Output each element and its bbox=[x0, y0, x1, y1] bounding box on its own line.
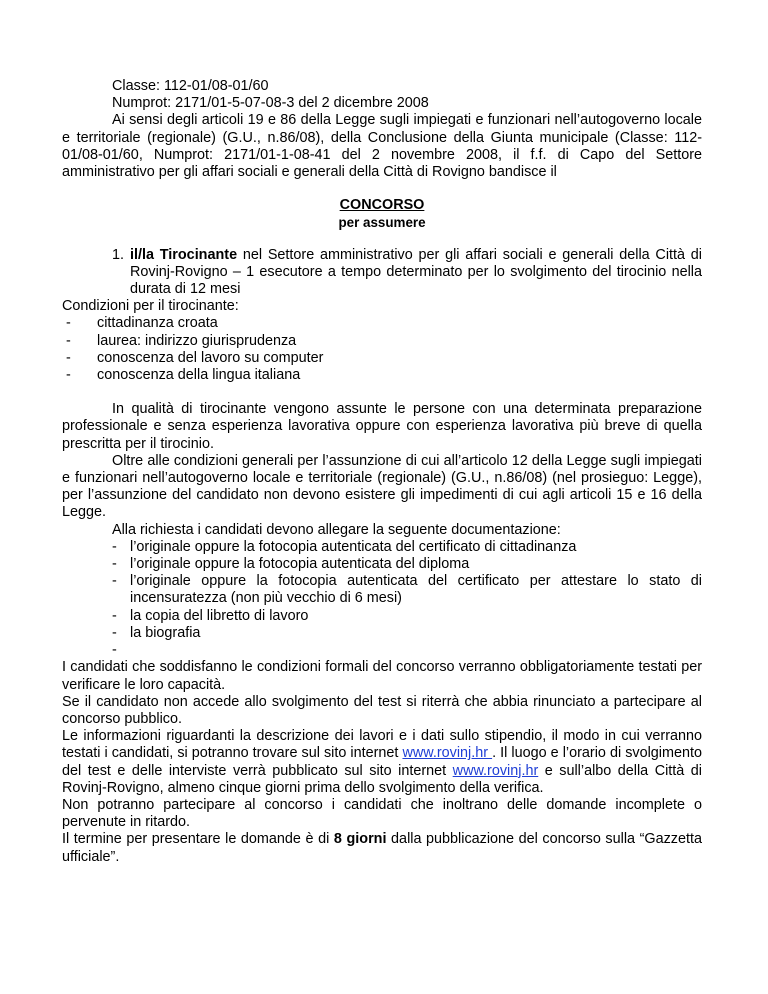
position-description: nel Settore amministrativo per gli affari sociali e generali della Città di Rovinj-Rovigno – 1 esecutore a tempo determinato per lo svolgimento del tirocinio nella durata di 12 mesi bbox=[130, 246, 702, 298]
list-item: - conoscenza del lavoro su computer bbox=[62, 349, 324, 366]
list-item: - laurea: indirizzo giurisprudenza bbox=[62, 332, 297, 349]
deadline-days: 8 giorni bbox=[333, 831, 387, 848]
position-text bbox=[130, 247, 702, 299]
conditions-list bbox=[62, 315, 702, 384]
position-item bbox=[62, 247, 702, 299]
list-item: - l’originale oppure la fotocopia autenticata del certificato di cittadinanza bbox=[112, 538, 577, 555]
numprot-line: Numprot: 2171/01-5-07-08-3 del 2 dicembre 2008 bbox=[112, 95, 429, 112]
test-paragraph: I candidati che soddisfanno le condizioni formali del concorso verranno obbligatoriamente testati per verificare le loro capacità. bbox=[62, 659, 702, 693]
list-item: - l’originale oppure la fotocopia autenticata del certificato per attestare lo stato di incensuratezza (non più vecchio di 6 mesi) bbox=[112, 573, 702, 607]
list-item: - la biografia bbox=[112, 624, 201, 641]
concorso-title: CONCORSO bbox=[339, 197, 425, 214]
document-page bbox=[62, 78, 702, 866]
conditions-heading: Condizioni per il tirocinante: bbox=[62, 298, 239, 315]
position-number: 1. bbox=[111, 246, 124, 263]
list-item: - conoscenza della lingua italiana bbox=[62, 367, 301, 384]
documents-heading: Alla richiesta i candidati devono allegare la seguente documentazione: bbox=[112, 521, 561, 538]
list-item: - la copia del libretto di lavoro bbox=[112, 607, 309, 624]
rovinj-link[interactable]: www.rovinj.hr bbox=[402, 745, 493, 762]
intro-paragraph: Ai sensi degli articoli 19 e 86 della Legge sugli impiegati e funzionari nell’autogoverno locale e territoriale (regionale) (G.U., n.86/08), della Conclusione della Giunta municipale (Classe: 112-01/08-01/60, Numprot: 2171/01-1-08-41 del 2 novembre 2008, il f.f. di Capo del Settore amministrativo per gli affari sociali e generali della Città di Rovigno bandisce il bbox=[62, 112, 702, 181]
rinuncia-paragraph: Se il candidato non accede allo svolgimento del test si riterrà che abbia rinunciato a partecipare al concorso pubblico. bbox=[62, 693, 702, 727]
documents-list bbox=[62, 539, 702, 659]
tirocinante-paragraph: In qualità di tirocinante vengono assunte le persone con una determinata preparazione professionale e senza esperienza lavorativa oppure con esperienza lavorativa più breve di quella prescritta per il tirocinio. bbox=[62, 401, 702, 452]
concorso-subtitle: per assumere bbox=[338, 215, 426, 231]
condizioni-paragraph: Oltre alle condizioni generali per l’assunzione di cui all’articolo 12 della Legge sugli impiegati e funzionari nell’autogoverno locale e territoriale (regionale) (G.U., n.86/08) (nel prosieguo: Legge), per l’assunzione del candidato non devono esistere gli impedimenti di cui agli articoli 15 e 16 della Legge. bbox=[62, 452, 702, 521]
classe-line: Classe: 112-01/08-01/60 bbox=[112, 78, 269, 94]
incomplete-paragraph: Non potranno partecipare al concorso i candidati che inoltrano delle domande incomplete o pervenute in ritardo. bbox=[62, 796, 702, 831]
info-paragraph: Le informazioni riguardanti la descrizione dei lavori e i dati sullo stipendio, il modo in cui verranno testati i candidati, si potranno trovare sul sito internet www.rovinj.hr . Il luogo e l’orario di svolgimento del test e delle interviste verrà pubblicato sul sito internet www.rovinj.hr e sull’albo della Città di Rovinj-Rovigno, almeno cinque giorni prima dello svolgimento della verifica. bbox=[62, 728, 702, 796]
rovinj-link[interactable]: www.rovinj.hr bbox=[452, 762, 539, 779]
deadline-paragraph: Il termine per presentare le domande è di 8 giorni dalla pubblicazione del concorso sulla “Gazzetta ufficiale”. bbox=[62, 831, 702, 865]
list-item: - l’originale oppure la fotocopia autenticata del diploma bbox=[112, 556, 470, 573]
list-item: - bbox=[112, 642, 117, 659]
position-title: il/la Tirocinante bbox=[130, 246, 238, 263]
list-item: - cittadinanza croata bbox=[62, 315, 218, 332]
